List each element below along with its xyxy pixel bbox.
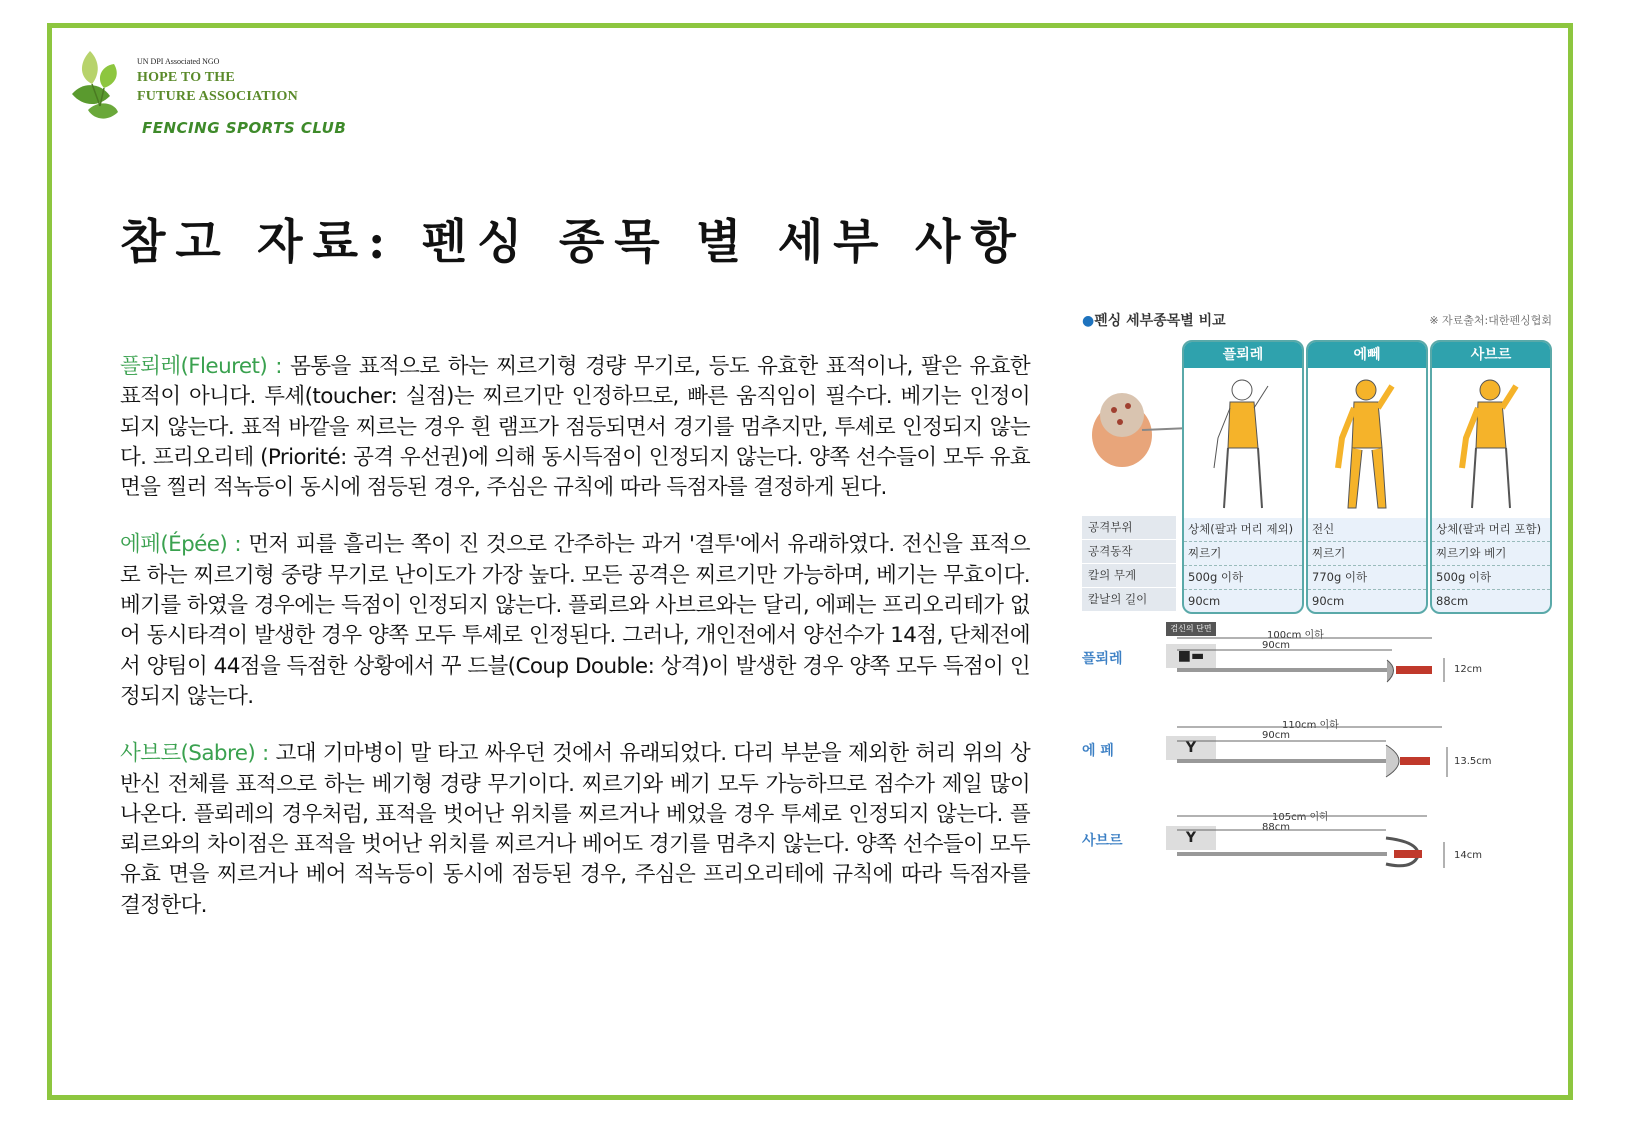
cell: 90cm (1184, 590, 1302, 614)
mascot-illustration (1082, 380, 1192, 480)
column-sabre (1430, 340, 1552, 614)
org-name-line1: HOPE TO THE (137, 70, 235, 85)
ngo-label: UN DPI Associated NGO (137, 57, 220, 66)
row-labels (1082, 516, 1176, 612)
fleuret-sword-icon (1172, 620, 1462, 690)
sword-total-length: 110cm 이하 (1282, 720, 1339, 731)
swords-diagram (1082, 620, 1552, 920)
figure-heading: ●펜싱 세부종목별 비교 (1082, 313, 1226, 329)
sword-section: Y (1166, 736, 1216, 760)
paragraph-epee (120, 530, 1030, 712)
cell: 770g 이하 (1308, 566, 1426, 590)
column-header: 플뢰레 (1184, 342, 1302, 368)
sword-blade-length: 90cm (1262, 640, 1290, 651)
term-sabre: 사브르(Sabre) : (120, 741, 276, 767)
text-sabre: 고대 기마병이 말 타고 싸우던 것에서 유래되었다. 다리 부분을 제외한 허리 위의 상반신 전체를 표적으로 하는 베기형 경량 무기이다. 찌르기와 베기 모두 가능하므로 점수가 제일 많이 나온다. 플뢰레의 경우처럼, 표적을 벗어난 위치를 찌르거나 베었을 경우 투셰로 인정되지 않는다. 플뢰르와의 차이점은 표적을 벗어난 위치를 찌르거나 베어도 경기를 멈추지 않는다. 양쪽 선수들이 모두 유효 면을 찌르거나 베어 적녹등이 동시에 점등된 경우, 주심은 프리오리테에 규칙에 따라 득점자를 결정한다. (120, 741, 1030, 918)
fencer-figure (1308, 368, 1426, 518)
cell: 88cm (1432, 590, 1550, 614)
sword-guard-size: 13.5cm (1454, 756, 1492, 767)
paragraph-fleuret (120, 352, 1030, 503)
fencer-figure (1432, 368, 1550, 518)
cell: 찌르기 (1308, 542, 1426, 566)
term-fleuret: 플뢰레(Fleuret) : (120, 354, 291, 379)
body-text (120, 352, 1030, 948)
sword-blade-length: 90cm (1262, 730, 1290, 741)
figure-source: ※ 자료출처:대한펜싱협회 (1429, 314, 1552, 327)
fencer-icon (1432, 368, 1550, 518)
cell: 500g 이하 (1432, 566, 1550, 590)
cell: 찌르기 (1184, 542, 1302, 566)
sword-label: 에 페 (1082, 743, 1114, 759)
cell: 상체(팔과 머리 제외) (1184, 518, 1302, 542)
row-label: 공격동작 (1082, 540, 1176, 563)
comparison-figure (1082, 300, 1552, 930)
club-name: FENCING SPORTS CLUB (142, 119, 347, 137)
column-fleuret (1182, 340, 1304, 614)
row-label: 칼날의 길이 (1082, 588, 1176, 611)
leaves-icon (70, 46, 140, 126)
cell: 찌르기와 베기 (1432, 542, 1550, 566)
sabre-sword-icon (1172, 806, 1462, 876)
logo (70, 46, 370, 146)
sword-section: ■▬ (1166, 644, 1216, 668)
cell: 전신 (1308, 518, 1426, 542)
row-label: 칼의 무게 (1082, 564, 1176, 587)
sword-blade-length: 88cm (1262, 822, 1290, 833)
section-title: 검신의 단면 (1166, 622, 1216, 636)
column-header: 사브르 (1432, 342, 1550, 368)
text-epee: 먼저 피를 흘리는 쪽이 진 것으로 간주하는 과거 '결투'에서 유래하였다. 전신을 표적으로 하는 찌르기형 중량 무기로 난이도가 가장 높다. 모든 공격은 찌르기만 가능하며, 베기는 무효이다. 베기를 하였을 경우에는 득점이 인정되지 않는다. 플뢰르와 사브르와는 달리, 에페는 프리오리테가 없어 동시타격이 발생한 경우 양쪽 모두 투셰로 인정된다. 그러나, 개인전에서 양선수가 14점, 단체전에서 양팀이 44점을 득점한 상황에서 꾸 드블(Coup Double: 상격)이 발생한 경우 양쪽 모두 득점이 인정되지 않는다. (120, 532, 1030, 709)
sword-section: Y (1166, 826, 1216, 850)
epee-sword-icon (1172, 715, 1462, 785)
fencer-icon (1308, 368, 1426, 518)
sword-label: 사브르 (1082, 833, 1123, 849)
fencer-figure (1184, 368, 1302, 518)
cell: 500g 이하 (1184, 566, 1302, 590)
cell: 90cm (1308, 590, 1426, 614)
sword-guard-size: 14cm (1454, 850, 1482, 861)
figure-heading-text: 펜싱 세부종목별 비교 (1094, 313, 1226, 329)
column-header: 에뻬 (1308, 342, 1426, 368)
row-label: 공격부위 (1082, 516, 1176, 539)
sword-label: 플뢰레 (1082, 651, 1123, 667)
sword-total-length: 100cm 이하 (1267, 630, 1324, 641)
page-title: 참고 자료: 펜싱 종목 별 세부 사항 (120, 215, 1026, 270)
text-fleuret: 몸통을 표적으로 하는 찌르기형 경량 무기로, 등도 유효한 표적이나, 팔은 유효한 표적이 아니다. 투셰(toucher: 실점)는 찌르기만 인정하므로, 빠른 움직임이 필수다. 베기는 인정이 되지 않는다. 표적 바깥을 찌르는 경우 흰 램프가 점등되면서 경기를 멈추지만, 투셰로 인정되지 않는다. 프리오리테 (Priorité: 공격 우선권)에 의해 동시득점이 인정되지 않는다. 양쪽 선수들이 모두 유효 면을 찔러 적녹등이 동시에 점등된 경우, 주심은 규칙에 따라 득점자를 결정하게 된다. (120, 354, 1030, 501)
cell: 상체(팔과 머리 포함) (1432, 518, 1550, 542)
sword-guard-size: 12cm (1454, 664, 1482, 675)
org-name-line2: FUTURE ASSOCIATION (137, 89, 298, 104)
fencer-icon (1184, 368, 1302, 518)
sword-total-length: 105cm 이하 (1272, 812, 1329, 823)
paragraph-sabre (120, 739, 1030, 921)
term-epee: 에페(Épée) : (120, 532, 249, 558)
column-epee (1306, 340, 1428, 614)
